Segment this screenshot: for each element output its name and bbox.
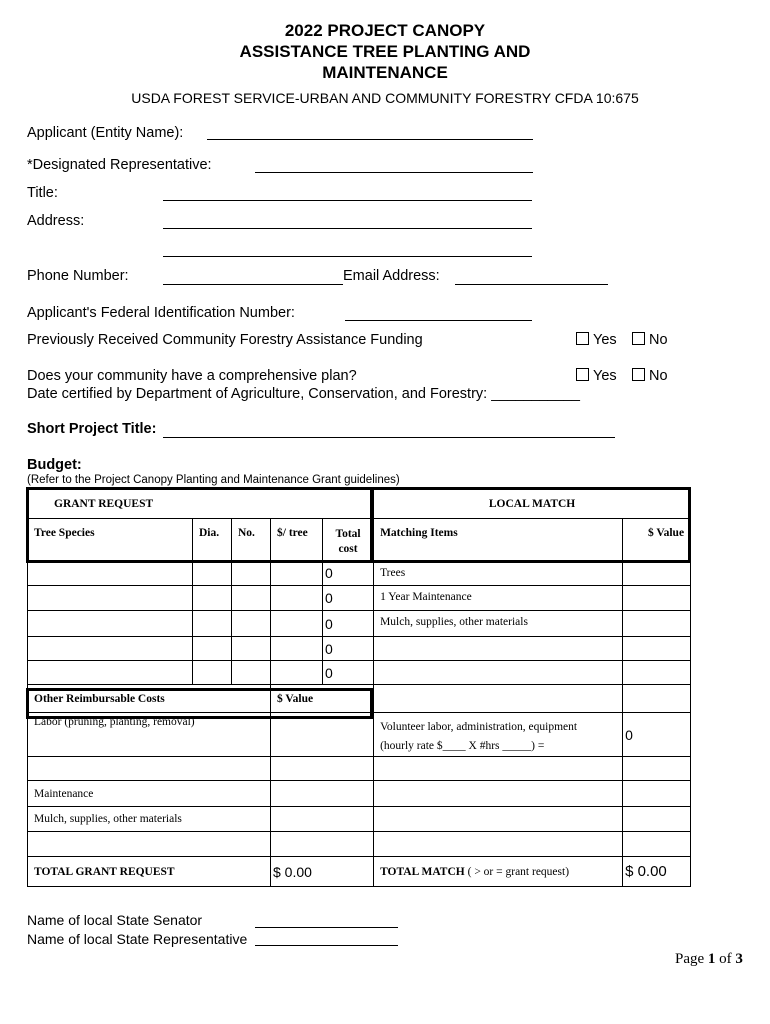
match-item-cell[interactable]: [374, 781, 623, 807]
volunteer-value: 0: [623, 713, 691, 757]
no-cell[interactable]: [232, 637, 271, 661]
yes-label: Yes: [593, 332, 617, 348]
page-current: 1: [707, 951, 716, 967]
other-value-header: $ Value: [271, 685, 374, 713]
total-match-cell: [374, 857, 623, 887]
mulch-value-cell[interactable]: [271, 807, 374, 832]
table-row: [28, 561, 691, 586]
grant-request-header: GRANT REQUEST: [28, 489, 374, 519]
page-of: of: [719, 951, 732, 967]
table-row: [28, 586, 691, 611]
prev-funding-label: Previously Received Community Forestry Assistance Funding: [27, 332, 423, 348]
applicant-label: Applicant (Entity Name):: [27, 125, 184, 141]
per-tree-cell[interactable]: [271, 586, 323, 611]
match-value-cell[interactable]: [623, 661, 691, 685]
per-tree-cell[interactable]: [271, 561, 323, 586]
page-number: [675, 951, 743, 968]
short-title-label: Short Project Title:: [27, 421, 157, 437]
checkbox-icon[interactable]: [576, 368, 589, 381]
no-cell[interactable]: [232, 611, 271, 637]
match-value-cell[interactable]: [623, 832, 691, 857]
no-cell[interactable]: [232, 561, 271, 586]
total-cost-cell: 0: [323, 561, 374, 586]
representative-field[interactable]: [255, 945, 398, 946]
col-value: $ Value: [623, 519, 691, 561]
species-cell[interactable]: [28, 637, 193, 661]
page-subtitle: USDA FOREST SERVICE-URBAN AND COMMUNITY FORESTRY CFDA 10:675: [131, 90, 639, 106]
match-value-cell[interactable]: [623, 781, 691, 807]
short-title-field[interactable]: [163, 437, 615, 438]
senator-label: Name of local State Senator: [27, 912, 203, 928]
address-field-1[interactable]: [163, 228, 532, 229]
labor-label: Labor (pruning, planting, removal): [28, 713, 271, 757]
total-cost-cell: 0: [323, 586, 374, 611]
no-cell[interactable]: [232, 661, 271, 685]
comp-plan-yes[interactable]: [576, 368, 617, 384]
federal-id-field[interactable]: [345, 320, 532, 321]
table-row: [28, 661, 691, 685]
address-label: Address:: [27, 213, 85, 229]
table-row: [28, 611, 691, 637]
species-cell[interactable]: [28, 586, 193, 611]
address-field-2[interactable]: [163, 256, 532, 257]
phone-label: Phone Number:: [27, 268, 129, 284]
date-certified-label: Date certified by Department of Agriculture, Conservation, and Forestry: ___________: [27, 386, 580, 402]
table-row: [28, 637, 691, 661]
blank-cost-cell[interactable]: [28, 832, 271, 857]
title-label: Title:: [27, 185, 58, 201]
total-match-value: $ 0.00: [623, 857, 691, 887]
email-label: Email Address:: [343, 268, 440, 284]
federal-id-label: Applicant's Federal Identification Number:: [27, 305, 295, 321]
col-tree-species: Tree Species: [28, 519, 193, 561]
match-item-cell[interactable]: [374, 832, 623, 857]
per-tree-cell[interactable]: [271, 611, 323, 637]
comp-plan-label: Does your community have a comprehensive plan?: [27, 368, 357, 384]
no-cell[interactable]: [232, 586, 271, 611]
match-value-cell[interactable]: [623, 586, 691, 611]
checkbox-icon[interactable]: [632, 368, 645, 381]
yes-label: Yes: [593, 368, 617, 384]
col-total-cost: Total cost: [323, 519, 374, 561]
page-total: 3: [735, 951, 743, 967]
no-label: No: [649, 332, 668, 348]
match-value-cell[interactable]: [623, 807, 691, 832]
dia-cell[interactable]: [193, 661, 232, 685]
no-label: No: [649, 368, 668, 384]
page-title-line1: 2022 PROJECT CANOPY: [284, 21, 486, 40]
blank-value-cell[interactable]: [271, 832, 374, 857]
col-per-tree: $/ tree: [271, 519, 323, 561]
prev-funding-yes[interactable]: [576, 332, 617, 348]
designated-rep-label: *Designated Representative:: [27, 157, 212, 173]
total-cost-cell: 0: [323, 611, 374, 637]
page-title-line3: MAINTENANCE: [322, 63, 448, 82]
species-cell[interactable]: [28, 611, 193, 637]
match-value-cell[interactable]: [623, 685, 691, 713]
col-matching-items: Matching Items: [374, 519, 623, 561]
match-value-cell[interactable]: [623, 757, 691, 781]
match-item-cell: Trees: [374, 561, 623, 586]
title-field[interactable]: [163, 200, 532, 201]
page-title-line2: ASSISTANCE TREE PLANTING AND: [239, 42, 531, 61]
match-item-cell[interactable]: [374, 637, 623, 661]
match-item-cell: 1 Year Maintenance: [374, 586, 623, 611]
local-match-outline: [371, 487, 691, 563]
per-tree-cell[interactable]: [271, 661, 323, 685]
species-cell[interactable]: [28, 661, 193, 685]
total-grant-value: $ 0.00: [271, 857, 374, 887]
other-costs-outline: [26, 688, 373, 719]
match-item-cell[interactable]: [374, 685, 623, 713]
maintenance-label: Maintenance: [28, 781, 271, 807]
comp-plan-no[interactable]: [632, 368, 668, 384]
match-value-cell[interactable]: [623, 561, 691, 586]
budget-note: (Refer to the Project Canopy Planting and Maintenance Grant guidelines): [27, 474, 400, 486]
col-dia: Dia.: [193, 519, 232, 561]
checkbox-icon[interactable]: [576, 332, 589, 345]
volunteer-line1: Volunteer labor, administration, equipment: [380, 721, 578, 733]
designated-rep-field[interactable]: [255, 172, 533, 173]
total-grant-label: TOTAL GRANT REQUEST: [28, 857, 271, 887]
volunteer-line2: (hourly rate $____ X #hrs _____) =: [380, 740, 545, 752]
total-match-suffix: ( > or = grant request): [467, 865, 570, 878]
match-item-cell[interactable]: [374, 661, 623, 685]
prev-funding-no[interactable]: [632, 332, 668, 348]
representative-label: Name of local State Representative: [27, 931, 248, 947]
match-item-cell[interactable]: [374, 757, 623, 781]
col-no: No.: [232, 519, 271, 561]
dia-cell[interactable]: [193, 586, 232, 611]
total-cost-cell: 0: [323, 661, 374, 685]
dia-cell[interactable]: [193, 611, 232, 637]
senator-field[interactable]: [255, 927, 398, 928]
per-tree-cell[interactable]: [271, 637, 323, 661]
other-costs-header: Other Reimbursable Costs: [28, 685, 271, 713]
dia-cell[interactable]: [193, 561, 232, 586]
budget-heading: Budget:: [27, 457, 82, 473]
match-value-cell[interactable]: [623, 637, 691, 661]
labor-value-cell[interactable]: [271, 713, 374, 757]
blank-cost-cell[interactable]: [28, 757, 271, 781]
total-cost-cell: 0: [323, 637, 374, 661]
applicant-field[interactable]: [207, 139, 533, 140]
species-cell[interactable]: [28, 561, 193, 586]
checkbox-icon[interactable]: [632, 332, 645, 345]
email-field[interactable]: [455, 284, 608, 285]
match-value-cell[interactable]: [623, 611, 691, 637]
mulch-label: Mulch, supplies, other materials: [28, 807, 271, 832]
local-match-header: LOCAL MATCH: [374, 489, 691, 519]
volunteer-cell: [374, 713, 623, 757]
grant-request-outline: [26, 487, 373, 563]
total-match-label: TOTAL MATCH: [380, 865, 465, 878]
blank-value-cell[interactable]: [271, 757, 374, 781]
phone-field[interactable]: [163, 284, 343, 285]
maintenance-value-cell[interactable]: [271, 781, 374, 807]
match-item-cell: Mulch, supplies, other materials: [374, 611, 623, 637]
page-prefix: Page: [675, 951, 705, 967]
dia-cell[interactable]: [193, 637, 232, 661]
match-item-cell[interactable]: [374, 807, 623, 832]
